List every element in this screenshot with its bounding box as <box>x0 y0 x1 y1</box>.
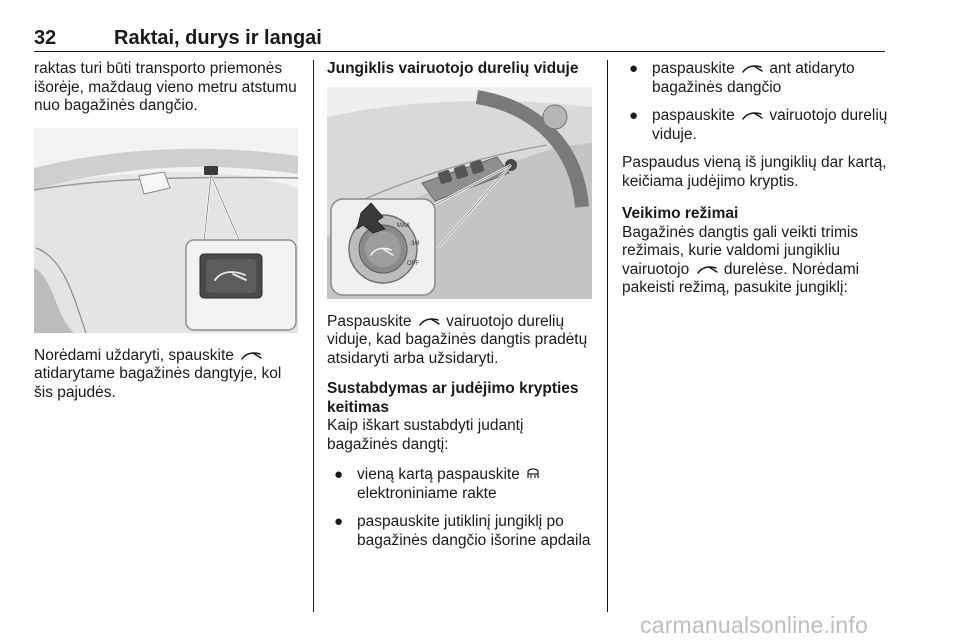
close-paragraph: Norėdami uždaryti, spauskite atidarytame bagažinės dangtyje, kol šis pajudės. <box>34 346 282 401</box>
chapter-title: Raktai, durys ir langai <box>114 27 322 49</box>
bullet-dot: ● <box>629 60 639 77</box>
tailgate-icon <box>418 315 440 327</box>
tailgate-icon <box>696 263 718 275</box>
tailgate-icon <box>240 349 262 361</box>
modes-heading: Veikimo režimai <box>622 205 739 222</box>
column-1 <box>34 60 302 414</box>
column-divider-2 <box>607 60 608 612</box>
list-item: ● paspauskite vairuotojo durelių viduje. <box>629 107 888 143</box>
list-item: ● vieną kartą paspauskite elektroniniame rakte <box>327 466 597 503</box>
column-divider-1 <box>313 60 314 612</box>
bullet-dot: ● <box>334 513 344 530</box>
modes-paragraph: Bagažinės dangtis gali veikti trimis režimais, kurie valdomi jungikliu vairuotojo durelėse. Norėdami pakeisti režimą, pasukite jungiklį: <box>622 223 860 296</box>
column-3 <box>622 60 892 310</box>
stop-intro: Kaip iškart sustabdyti judantį bagažinės dangtį: <box>327 417 524 453</box>
list-item: ● paspauskite ant atidaryto bagažinės dangčio <box>629 60 855 96</box>
figure-heading: Jungiklis vairuotojo durelių viduje <box>327 60 579 77</box>
tailgate-icon <box>741 109 763 121</box>
intro-paragraph: raktas turi būti transporto priemonės išorėje, maždaug vieno metru atstumu nuo bagažinės dangčio. <box>34 60 297 114</box>
bullet-dot: ● <box>629 107 639 124</box>
stop-heading: Sustabdymas ar judėjimo krypties keitimas <box>327 380 579 416</box>
bullet-dot: ● <box>334 466 344 483</box>
dial-label-max: MAX <box>397 222 411 229</box>
column-2 <box>327 60 597 562</box>
press-bullet-list <box>622 60 892 144</box>
dial-label-three-quarter: 3/4 <box>411 240 420 247</box>
list-item: ● paspauskite jutiklinį jungiklį po bagažinės dangčio išorine apdaila <box>334 513 591 549</box>
stop-bullet-list <box>327 466 597 550</box>
direction-paragraph: Paspaudus vieną iš jungiklių dar kartą, keičiama judėjimo kryptis. <box>622 154 887 190</box>
dial-label-off: OFF <box>407 260 419 267</box>
tailgate-switch-illustration <box>34 128 298 333</box>
page-number: 32 <box>34 27 57 49</box>
key-tailgate-icon <box>526 467 540 480</box>
page-header <box>34 27 885 52</box>
driver-door-switch-illustration <box>327 87 592 299</box>
press-paragraph: Paspauskite vairuotojo durelių viduje, kad bagažinės dangtis pradėtų atsidaryti arba užsidaryti. <box>327 312 588 367</box>
watermark: carmanualsonline.info <box>640 612 868 638</box>
tailgate-icon <box>741 62 763 74</box>
